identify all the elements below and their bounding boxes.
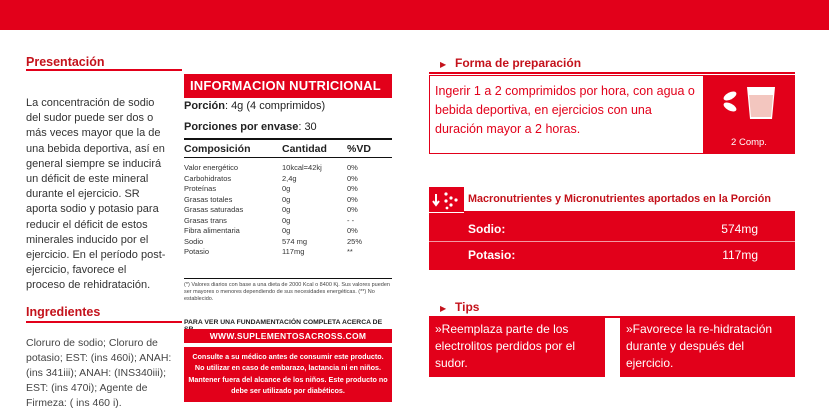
tip-card: »Favorece la re-hidratación durante y después del ejercicio.	[620, 317, 795, 377]
nutrition-footnote: (*) Valores diarios con base a una dieta de 2000 Kcal o 8400 Kj. Sus valores pueden ser mayores o menores dependiendo de sus necesidades energéticas. (**) No establecido.	[184, 282, 390, 302]
nutrition-row: Grasas totales 0g 0%	[184, 194, 358, 204]
more-info-label: PARA VER UNA FUNDAMENTACIÓN COMPLETA ACERCA DE	[184, 319, 383, 326]
ingredientes-text: Cloruro de sodio; Cloruro de potasio; EST: (ins 460i); ANAH: (ins 341iii); ANAH: (INS340iii); EST: (ins 470i); Agente de Firmeza: ( ins 460 i).	[26, 337, 172, 409]
nutrient-drops-icon	[429, 187, 464, 212]
top-banner	[0, 0, 829, 30]
nutrition-row: Fibra alimentaria 0g 0%	[184, 226, 358, 235]
preparacion-text: Ingerir 1 a 2 comprimidos por hora, con agua o bebida deportiva, en ejercicios con una duración mayor a 2 horas.	[435, 84, 695, 136]
website-link[interactable]: WWW.SUPLEMENTOSACROSS.COM	[184, 329, 392, 343]
macro-label-sodio: Sodio:	[468, 222, 506, 236]
ingredientes-title: Ingredientes	[26, 305, 101, 319]
ingredientes-divider	[26, 321, 182, 323]
nutrition-row: Proteínas 0g 0%	[184, 184, 358, 193]
presentacion-title: Presentación	[26, 55, 105, 69]
macro-label-potasio: Potasio:	[468, 248, 516, 262]
nutrition-row: Valor energético 10kcal=42kj 0%	[184, 163, 358, 172]
tablets-glass-icon	[703, 75, 795, 135]
presentacion-divider	[26, 69, 182, 71]
nutrition-rule	[184, 157, 392, 158]
nutrition-row: Grasas trans 0g - -	[184, 215, 355, 225]
nutrition-col-composicion: Composición	[184, 143, 251, 155]
nutrition-col-vd: %VD	[347, 143, 371, 155]
triangle-bullet-icon: ▶	[440, 60, 447, 69]
nutrition-row: Sodio 574 mg 25%	[184, 236, 363, 246]
nutrition-col-cantidad: Cantidad	[282, 143, 327, 155]
nutrition-rule	[184, 278, 392, 279]
tip-card: »Reemplaza parte de los electrolitos perdidos por el sudor.	[429, 317, 605, 377]
macro-value-sodio: 574mg	[721, 222, 758, 236]
nutrition-header: INFORMACION NUTRICIONAL	[184, 74, 392, 98]
nutrition-servings-per-pack: Porciones por envase: 30	[184, 121, 317, 133]
presentacion-text: La concentración de sodio del sudor puede ser dos o más veces mayor que la de una bebida deportiva, así en general siempre se inducirá un déficit de este mineral durante el ejercicio. SR aporta sodio y potasio para reducir el déficit de estos minerales inducido por el ejercicio. En el período post-ejercicio, favorece el proceso de rehidratación.	[26, 97, 166, 292]
preparacion-divider	[429, 72, 795, 74]
macro-row-divider	[429, 241, 795, 242]
nutrition-rule	[184, 138, 392, 140]
preparacion-title: Forma de preparación	[455, 56, 582, 70]
tips-title: Tips	[455, 300, 480, 314]
nutrition-row: Grasas saturadas 0g 0%	[184, 205, 358, 214]
macro-title: Macronutrientes y Micronutrientes aportados en la Porción	[468, 193, 771, 205]
macro-icon-box	[429, 187, 464, 212]
warning-box: Consulte a su médico antes de consumir este producto. No utilizar en caso de embarazo, lactancia ni en niños. Mantener fuera del alcance de los niños. Este producto no debe ser utilizado por diabéticos.	[184, 347, 392, 402]
nutrition-serving: Porción: 4g (4 comprimidos)	[184, 100, 326, 112]
dose-label: 2 Comp.	[731, 137, 767, 148]
triangle-bullet-icon: ▶	[440, 304, 447, 313]
nutrition-row: Carbohidratos 2,4g 0%	[184, 173, 358, 183]
macro-value-potasio: 117mg	[722, 248, 758, 262]
nutrition-row: Potasio 117mg **	[184, 247, 353, 256]
